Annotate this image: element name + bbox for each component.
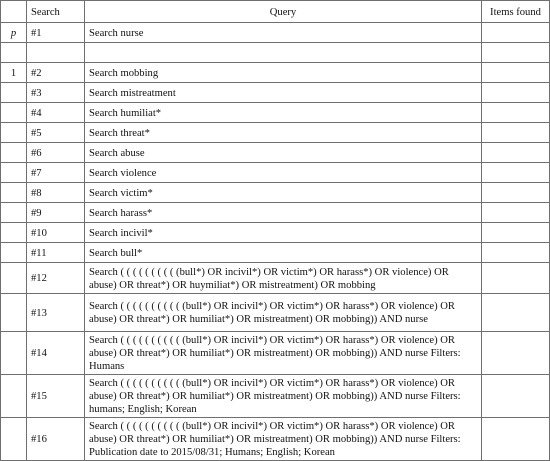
table-row bbox=[1, 103, 550, 123]
table-row bbox=[1, 294, 550, 332]
row-marker bbox=[1, 163, 27, 183]
table-row bbox=[1, 23, 550, 43]
query-text: Search mistreatment bbox=[85, 83, 482, 103]
search-number: #7 bbox=[27, 163, 85, 183]
row-marker bbox=[1, 123, 27, 143]
search-number: #8 bbox=[27, 183, 85, 203]
header-search: Search bbox=[27, 1, 85, 23]
table-row bbox=[1, 83, 550, 103]
header-row bbox=[1, 1, 550, 23]
items-found bbox=[482, 243, 550, 263]
items-found bbox=[482, 123, 550, 143]
search-number: #2 bbox=[27, 63, 85, 83]
search-number: #14 bbox=[27, 332, 85, 375]
query-text bbox=[85, 43, 482, 63]
table-row bbox=[1, 243, 550, 263]
search-number: #13 bbox=[27, 294, 85, 332]
header-items-found: Items found bbox=[482, 1, 550, 23]
row-marker bbox=[1, 43, 27, 63]
table-row bbox=[1, 123, 550, 143]
row-marker bbox=[1, 223, 27, 243]
search-number: #15 bbox=[27, 375, 85, 418]
row-marker: p bbox=[1, 23, 27, 43]
row-marker bbox=[1, 375, 27, 418]
search-number: #5 bbox=[27, 123, 85, 143]
query-text: Search bull* bbox=[85, 243, 482, 263]
items-found bbox=[482, 83, 550, 103]
items-found bbox=[482, 163, 550, 183]
query-text: Search abuse bbox=[85, 143, 482, 163]
table-row bbox=[1, 63, 550, 83]
row-marker bbox=[1, 143, 27, 163]
search-number: #16 bbox=[27, 418, 85, 461]
table-row bbox=[1, 375, 550, 418]
table-row bbox=[1, 223, 550, 243]
items-found bbox=[482, 294, 550, 332]
items-found bbox=[482, 418, 550, 461]
row-marker bbox=[1, 183, 27, 203]
items-found bbox=[482, 23, 550, 43]
query-text: Search humiliat* bbox=[85, 103, 482, 123]
header-blank bbox=[1, 1, 27, 23]
query-text: Search ( ( ( ( ( ( ( ( ( ( (bull*) OR incivil*) OR victim*) OR harass*) OR violence) OR abuse) OR threat*) OR humiliat*) OR mistreatment) OR mobbing)) AND nurse bbox=[85, 294, 482, 332]
table-row bbox=[1, 332, 550, 375]
row-marker bbox=[1, 263, 27, 294]
search-number bbox=[27, 43, 85, 63]
search-number: #4 bbox=[27, 103, 85, 123]
query-text: Search violence bbox=[85, 163, 482, 183]
row-marker bbox=[1, 332, 27, 375]
search-number: #11 bbox=[27, 243, 85, 263]
search-number: #6 bbox=[27, 143, 85, 163]
items-found bbox=[482, 143, 550, 163]
query-text: Search nurse bbox=[85, 23, 482, 43]
query-text: Search ( ( ( ( ( ( ( ( ( (bull*) OR incivil*) OR victim*) OR harass*) OR violence) OR abuse) OR threat*) OR huymiliat*) OR mistreatment) OR mobbing bbox=[85, 263, 482, 294]
row-marker bbox=[1, 83, 27, 103]
table-row bbox=[1, 163, 550, 183]
query-text: Search mobbing bbox=[85, 63, 482, 83]
query-text: Search victim* bbox=[85, 183, 482, 203]
row-marker bbox=[1, 203, 27, 223]
row-marker bbox=[1, 294, 27, 332]
row-marker bbox=[1, 243, 27, 263]
row-marker bbox=[1, 418, 27, 461]
table-row bbox=[1, 263, 550, 294]
search-number: #3 bbox=[27, 83, 85, 103]
items-found bbox=[482, 183, 550, 203]
query-text: Search incivil* bbox=[85, 223, 482, 243]
items-found bbox=[482, 43, 550, 63]
items-found bbox=[482, 63, 550, 83]
query-text: Search threat* bbox=[85, 123, 482, 143]
row-marker bbox=[1, 103, 27, 123]
items-found bbox=[482, 223, 550, 243]
query-text: Search ( ( ( ( ( ( ( ( ( ( (bull*) OR incivil*) OR victim*) OR harass*) OR violence) OR abuse) OR threat*) OR humiliat*) OR mistreatment) OR mobbing)) AND nurse Filters: humans; English; Korean bbox=[85, 375, 482, 418]
table-row bbox=[1, 203, 550, 223]
query-text: Search ( ( ( ( ( ( ( ( ( ( (bull*) OR incivil*) OR victim*) OR harass*) OR violence) OR abuse) OR threat*) OR humiliat*) OR mistreatment) OR mobbing)) AND nurse Filters: Publication date to 2015/08/31; Humans; English; Korean bbox=[85, 418, 482, 461]
search-number: #9 bbox=[27, 203, 85, 223]
search-number: #10 bbox=[27, 223, 85, 243]
items-found bbox=[482, 203, 550, 223]
query-text: Search harass* bbox=[85, 203, 482, 223]
header-query: Query bbox=[85, 1, 482, 23]
table-row bbox=[1, 43, 550, 63]
items-found bbox=[482, 332, 550, 375]
search-number: #12 bbox=[27, 263, 85, 294]
query-text: Search ( ( ( ( ( ( ( ( ( ( (bull*) OR incivil*) OR victim*) OR harass*) OR violence) OR abuse) OR threat*) OR humiliat*) OR mistreatment) OR mobbing)) AND nurse Filters: Humans bbox=[85, 332, 482, 375]
items-found bbox=[482, 263, 550, 294]
table-row bbox=[1, 143, 550, 163]
table-row bbox=[1, 418, 550, 461]
search-number: #1 bbox=[27, 23, 85, 43]
items-found bbox=[482, 375, 550, 418]
table-row bbox=[1, 183, 550, 203]
row-marker: 1 bbox=[1, 63, 27, 83]
items-found bbox=[482, 103, 550, 123]
